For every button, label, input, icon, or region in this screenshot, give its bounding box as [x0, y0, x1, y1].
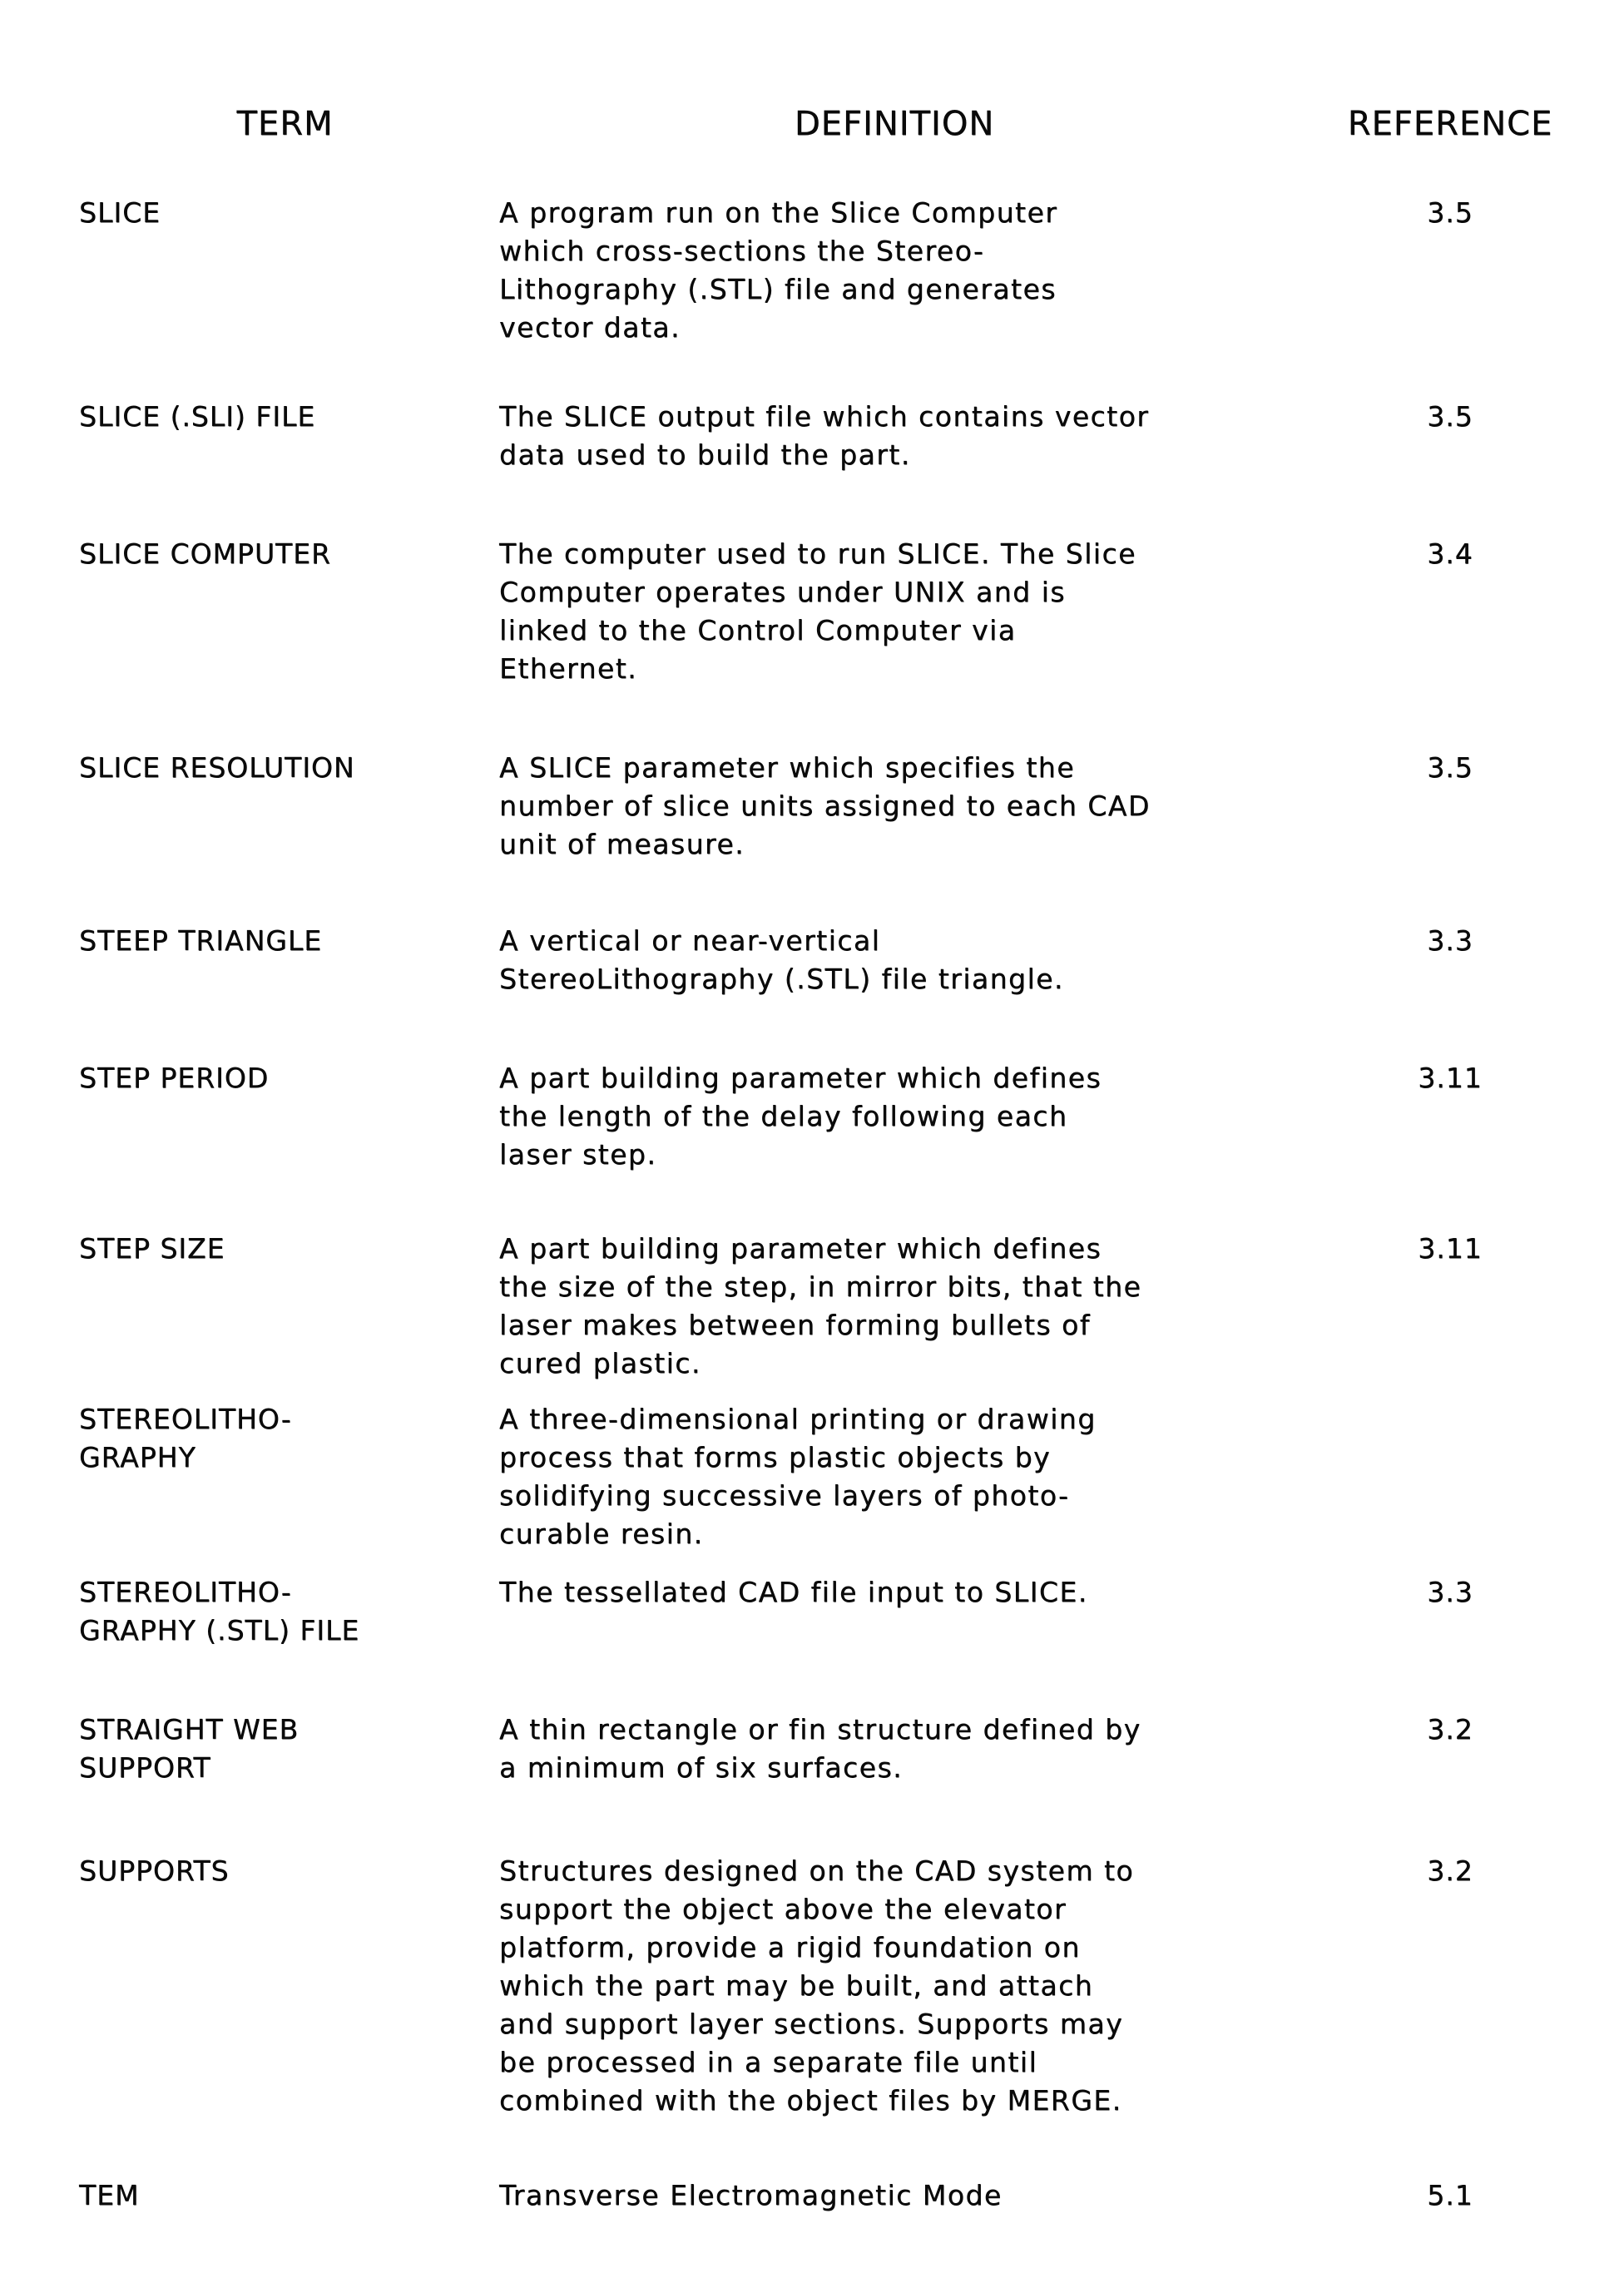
- reference-cell: 3.5: [1427, 196, 1473, 229]
- term-cell: SLICE COMPUTER: [79, 537, 331, 570]
- term-cell: TEM: [79, 2179, 140, 2211]
- reference-cell: 3.2: [1427, 1713, 1473, 1746]
- reference-cell: 3.4: [1427, 537, 1473, 570]
- term-cell: STEEP TRIANGLE: [79, 924, 323, 957]
- term-cell: SLICE (.SLI) FILE: [79, 400, 316, 433]
- reference-cell: 3.3: [1427, 1576, 1473, 1608]
- definition-cell: A thin rectangle or fin structure defined by a minimum of six surfaces.: [499, 1713, 1141, 1784]
- term-cell: SLICE: [79, 196, 161, 229]
- column-header-term: TERM: [236, 105, 334, 143]
- term-cell: STEREOLITHO- GRAPHY: [79, 1403, 292, 1473]
- definition-cell: Structures designed on the CAD system to support the object above the elevator platform, provide a rigid foundation on which the part may be built, and attach and support layer sections. Supports may be processed in a separate file until combined with the object files by MERGE.: [499, 1855, 1135, 2117]
- column-header-definition: DEFINITION: [794, 105, 995, 143]
- definition-cell: A vertical or near-vertical StereoLithography (.STL) file triangle.: [499, 924, 1064, 995]
- definition-cell: A three-dimensional printing or drawing process that forms plastic objects by solidifying successive layers of photo- curable resin.: [499, 1403, 1097, 1550]
- column-header-reference: REFERENCE: [1347, 105, 1553, 143]
- term-cell: SLICE RESOLUTION: [79, 751, 355, 784]
- term-cell: STEP SIZE: [79, 1232, 225, 1265]
- definition-cell: A SLICE parameter which specifies the number of slice units assigned to each CAD unit of measure.: [499, 751, 1151, 860]
- term-cell: STEP PERIOD: [79, 1062, 270, 1094]
- term-cell: STRAIGHT WEB SUPPORT: [79, 1713, 300, 1784]
- definition-cell: A part building parameter which defines the size of the step, in mirror bits, that the laser makes between forming bullets of cured plastic.: [499, 1232, 1142, 1379]
- term-cell: STEREOLITHO- GRAPHY (.STL) FILE: [79, 1576, 360, 1647]
- definition-cell: A program run on the Slice Computer which cross-sections the Stereo- Lithography (.STL) file and generates vector data.: [499, 196, 1058, 344]
- definition-cell: The tessellated CAD file input to SLICE.: [499, 1576, 1088, 1608]
- definition-cell: The computer used to run SLICE. The Slice Computer operates under UNIX and is linked to the Control Computer via Ethernet.: [499, 537, 1136, 685]
- reference-cell: 5.1: [1427, 2179, 1473, 2211]
- definition-cell: Transverse Electromagnetic Mode: [499, 2179, 1003, 2211]
- reference-cell: 3.11: [1418, 1062, 1483, 1094]
- reference-cell: 3.2: [1427, 1855, 1473, 1887]
- reference-cell: 3.3: [1427, 924, 1473, 957]
- definition-cell: The SLICE output file which contains vector data used to build the part.: [499, 400, 1150, 471]
- reference-cell: 3.11: [1418, 1232, 1483, 1265]
- definition-cell: A part building parameter which defines the length of the delay following each laser step.: [499, 1062, 1102, 1171]
- reference-cell: 3.5: [1427, 400, 1473, 433]
- term-cell: SUPPORTS: [79, 1855, 230, 1887]
- reference-cell: 3.5: [1427, 751, 1473, 784]
